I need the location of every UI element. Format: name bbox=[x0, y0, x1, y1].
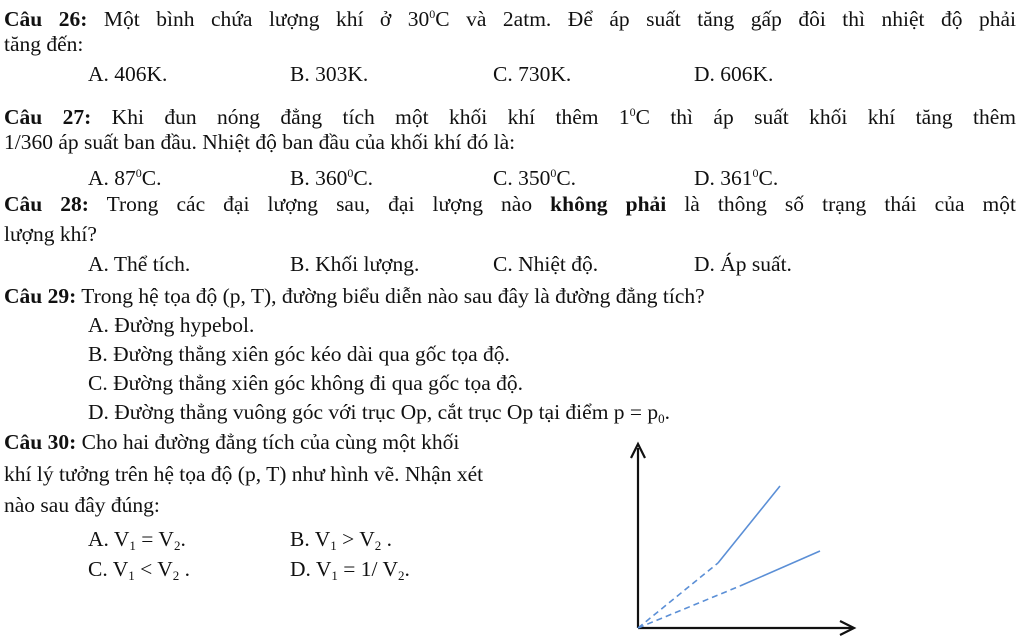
q27-answer-a-text: A. 87 bbox=[88, 166, 136, 190]
q30-stem-line3: nào sau đây đúng: bbox=[4, 493, 160, 517]
q30-answer-b-period: . bbox=[381, 527, 392, 551]
q28-label: Câu 28: bbox=[4, 192, 89, 216]
q30-answer-a-text: A. V bbox=[88, 527, 130, 551]
q26-answer-b[interactable]: B. 303K. bbox=[290, 62, 369, 86]
q28-answer-b[interactable]: B. Khối lượng. bbox=[290, 252, 420, 276]
q29-answer-d-period: . bbox=[664, 400, 671, 424]
q29-answer-a[interactable]: A. Đường hypebol. bbox=[88, 313, 255, 337]
isochore-2-dashed bbox=[638, 586, 740, 628]
q30-answer-a-relation: = V bbox=[135, 527, 174, 551]
q27-answer-a-degree: 0 bbox=[135, 166, 142, 180]
q30-answer-a-sub2: 2 bbox=[173, 538, 181, 553]
q30-stem-line2: khí lý tưởng trên hệ tọa độ (p, T) như hình vẽ. Nhận xét bbox=[4, 462, 484, 486]
q30-answer-c-sub2: 2 bbox=[172, 568, 180, 583]
q30-text: Cho hai đường đẳng tích của cùng một khối bbox=[76, 430, 460, 454]
q29-text: Trong hệ tọa độ (p, T), đường biểu diễn nào sau đây là đường đẳng tích? bbox=[76, 284, 705, 308]
q28-stem bbox=[4, 191, 1016, 218]
q27-answer-d-degree: 0 bbox=[752, 166, 759, 180]
q26-stem bbox=[4, 1, 1016, 33]
q28-answer-d[interactable]: D. Áp suất. bbox=[694, 252, 792, 276]
q30-answer-b-sub2: 2 bbox=[374, 538, 382, 553]
q30-answer-d[interactable] bbox=[290, 556, 410, 589]
q30-answer-a-sub1: 1 bbox=[129, 538, 136, 553]
q26-answer-d[interactable]: D. 606K. bbox=[694, 62, 774, 86]
isochore-1-dashed bbox=[638, 563, 718, 628]
q30-stem bbox=[4, 429, 459, 456]
q26-label: Câu 26: bbox=[4, 7, 88, 31]
q28-text: Trong các đại lượng sau, đại lượng nào bbox=[88, 192, 551, 216]
q26-stem-line2: tăng đến: bbox=[4, 32, 84, 56]
q30-answer-d-period: . bbox=[404, 557, 410, 581]
q26-answer-a[interactable]: A. 406K. bbox=[88, 62, 168, 86]
q27-answer-b-text: B. 360 bbox=[290, 166, 348, 190]
q30-answer-b-sub1: 1 bbox=[330, 538, 337, 553]
q30-answer-d-sub2: 2 bbox=[398, 568, 405, 583]
q27-answer-c-text: C. 350 bbox=[493, 166, 551, 190]
q27-answer-d-unit: C. bbox=[758, 166, 779, 190]
q29-label: Câu 29: bbox=[4, 284, 77, 308]
q27-label: Câu 27: bbox=[4, 105, 92, 129]
q29-answer-d-text: D. Đường thẳng vuông góc với trục Op, cắt trục Op tại điểm p = p bbox=[88, 400, 659, 424]
q27-answer-b-unit: C. bbox=[353, 166, 374, 190]
q30-answer-c-period: . bbox=[179, 557, 190, 581]
q27-stem bbox=[4, 99, 1016, 131]
q27-answer-d-text: D. 361 bbox=[694, 166, 753, 190]
q26-text-cont: C và 2atm. Để áp suất tăng gấp đôi thì nhiệt độ phải bbox=[435, 7, 1017, 31]
q29-answer-d-subscript: 0 bbox=[658, 411, 665, 426]
q27-answer-b-degree: 0 bbox=[347, 166, 354, 180]
q27-answer-a-unit: C. bbox=[141, 166, 162, 190]
q28-emphasis: không phải bbox=[550, 192, 667, 216]
q27-answer-c-unit: C. bbox=[556, 166, 577, 190]
q27-answer-b[interactable] bbox=[290, 160, 373, 192]
q30-answer-c-sub1: 1 bbox=[128, 568, 135, 583]
q28-answer-a[interactable]: A. Thể tích. bbox=[88, 252, 191, 276]
q27-answer-a[interactable] bbox=[88, 160, 162, 192]
q27-degree: 0 bbox=[629, 105, 636, 119]
q28-stem-line2: lượng khí? bbox=[4, 222, 97, 246]
q30-answer-d-relation: = 1/ V bbox=[337, 557, 399, 581]
q30-answer-c-text: C. V bbox=[88, 557, 129, 581]
q30-answer-c[interactable] bbox=[88, 556, 190, 589]
q30-label: Câu 30: bbox=[4, 430, 77, 454]
q29-answer-d[interactable] bbox=[88, 399, 670, 432]
q27-answer-c[interactable] bbox=[493, 160, 576, 192]
q30-answer-a[interactable] bbox=[88, 526, 186, 559]
q27-stem-line2: 1/360 áp suất ban đầu. Nhiệt độ ban đầu của khối khí đó là: bbox=[4, 130, 516, 154]
q30-answer-c-relation: < V bbox=[134, 557, 173, 581]
q27-answer-c-degree: 0 bbox=[550, 166, 557, 180]
q27-answer-d[interactable] bbox=[694, 160, 778, 192]
q29-answer-b[interactable]: B. Đường thẳng xiên góc kéo dài qua gốc tọa độ. bbox=[88, 342, 510, 366]
q30-answer-d-text: D. V bbox=[290, 557, 332, 581]
q26-text: Một bình chứa lượng khí ở 30 bbox=[87, 7, 430, 31]
isochore-1-solid bbox=[718, 486, 780, 563]
q30-answer-b[interactable] bbox=[290, 526, 392, 559]
q26-answer-c[interactable]: C. 730K. bbox=[493, 62, 572, 86]
q27-text-cont: C thì áp suất khối khí tăng thêm bbox=[635, 105, 1016, 129]
q29-stem bbox=[4, 283, 705, 310]
q26-degree: 0 bbox=[429, 7, 436, 21]
isochore-2-solid bbox=[740, 551, 820, 586]
q30-answer-d-sub1: 1 bbox=[331, 568, 338, 583]
q30-answer-b-relation: > V bbox=[336, 527, 375, 551]
q29-answer-c[interactable]: C. Đường thẳng xiên góc không đi qua gốc tọa độ. bbox=[88, 371, 524, 395]
q30-answer-b-text: B. V bbox=[290, 527, 331, 551]
q27-text: Khi đun nóng đẳng tích một khối khí thêm 1 bbox=[91, 105, 630, 129]
isochore-figure bbox=[600, 438, 870, 644]
q28-text-cont: là thông số trạng thái của một bbox=[666, 192, 1016, 216]
q30-answer-a-period: . bbox=[180, 527, 186, 551]
q28-answer-c[interactable]: C. Nhiệt độ. bbox=[493, 252, 599, 276]
